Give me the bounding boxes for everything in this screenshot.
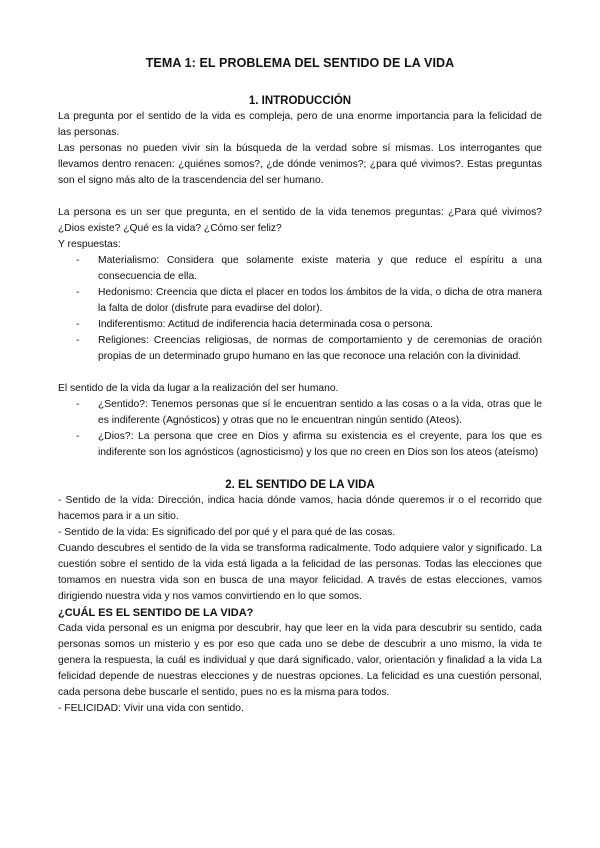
questions-list [58,397,542,461]
list-item: - Indiferentismo: Actitud de indiferencia hacia determinada cosa o persona. [98,317,542,333]
list-item: - Religiones: Creencias religiosas, de normas de comportamiento y de ceremonias de oración propias de un determinado grupo humano en las que reconoce una relación con la divinidad. [98,333,542,365]
list-item: - Hedonismo: Creencia que dicta el placer en todos los ámbitos de la vida, o dicha de otra manera la falta de dolor (disfrute para evadirse del dolor). [98,285,542,317]
section-1-paragraph-4: Y respuestas: [58,239,121,250]
section-2-paragraph-1: Cuando descubres el sentido de la vida se transforma radicalmente. Todo adquiere valor y significado. La cuestión sobre el sentido de la vida está ligada a la felicidad de las personas. Todas las elecciones que tomamos en nuestra vida son en busca de una mayor felicidad. A través de estas elecciones, vamos dirigiendo nuestra vida y nos vamos convirtiendo en lo que somos. [58,543,542,602]
section-1-paragraph-3: La persona es un ser que pregunta, en el sentido de la vida tenemos preguntas: ¿Para qué vivimos? ¿Dios existe? ¿Qué es la vida? ¿Cómo ser feliz? [58,207,542,234]
section-2-heading: 2. EL SENTIDO DE LA VIDA [225,479,375,491]
list-item: - Materialismo: Considera que solamente existe materia y que reduce el espíritu a una consecuencia de ella. [98,253,542,285]
answers-list [58,253,542,365]
section-1-paragraph-1: La pregunta por el sentido de la vida es compleja, pero de una enorme importancia para la felicidad de las personas. [58,111,542,138]
section-2-line-3: - FELICIDAD: Vivir una vida con sentido. [58,703,244,714]
list-item: - ¿Sentido?: Tenemos personas que sí le encuentran sentido a las cosas o a la vida, otras que le es indiferente (Agnósticos) y otras que no le encuentran ningún sentido (Ateos). [98,397,542,429]
section-2-subheading: ¿CUÁL ES EL SENTIDO DE LA VIDA? [58,607,254,619]
document-body [58,93,542,717]
section-2-line-2: - Sentido de la vida: Es significado del por qué y el para qué de las cosas. [58,527,396,538]
list-item: - ¿Dios?: La persona que cree en Dios y afirma su existencia es el creyente, para los que es indiferente son los agnósticos (agnosticismo) y los que no creen en Dios son los ateos (ateísmo) [98,429,542,461]
document-title: TEMA 1: EL PROBLEMA DEL SENTIDO DE LA VIDA [145,56,455,70]
section-1-paragraph-5: El sentido de la vida da lugar a la realización del ser humano. [58,383,339,394]
section-2-line-1: - Sentido de la vida: Dirección, indica hacia dónde vamos, hacia dónde queremos ir o el recorrido que hacemos para ir a un sitio. [58,495,542,522]
section-1-heading: 1. INTRODUCCIÓN [248,95,352,107]
section-1-paragraph-2: Las personas no pueden vivir sin la búsqueda de la verdad sobre sí mismas. Los interrogantes que llevamos dentro renacen: ¿quiénes somos?, ¿de dónde venimos?; ¿para qué vivimos?. Estas preguntas son el signo más alto de la trascendencia del ser humano. [58,143,542,186]
section-2-paragraph-2: Cada vida personal es un enigma por descubrir, hay que leer en la vida para descubrir su sentido, cada personas somos un misterio y es por eso que cada uno se debe de descubrir a uno mismo, la vida te genera la respuesta, la cuál es individual y que dará significado, valor, orientación y finalidad a la vida La felicidad depende de nuestras elecciones y de nuestras opciones. La felicidad es una cuestión personal, cada persona debe buscarle el sentido, pues no es la misma para todos. [58,623,542,698]
